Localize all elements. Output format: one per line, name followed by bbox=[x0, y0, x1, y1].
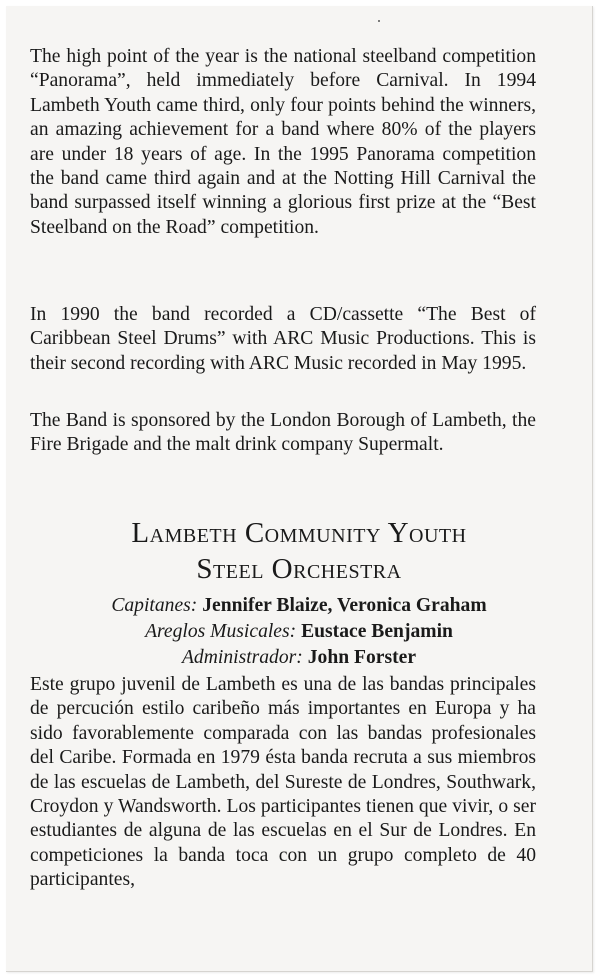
paragraph-recording bbox=[30, 303, 536, 376]
credit-role: Capitanes: bbox=[111, 595, 198, 616]
booklet-page bbox=[6, 6, 593, 972]
credit-role: Areglos Musicales: bbox=[145, 621, 297, 642]
paragraph-text: The high point of the year is the national steelband competition “Panorama”, held immediately before Carnival. In 1994 Lambeth Youth came third, only four points behind the winners, an amazing achievement for a band where 80% of the players are under 18 years of age. In the 1995 Panorama competition the band came third again and at the Notting Hill Carnival the band surpassed itself winning a glorious first prize at the “Best Steelband on the Road” competition. bbox=[30, 46, 536, 238]
print-speck bbox=[378, 20, 380, 22]
paragraph-text: Este grupo juvenil de Lambeth es una de las bandas principales de percución estilo caribeño más importantes en Europa y ha sido favorablemente comparada con las bandas profesionales del Caribe. Formada en 1979 ésta banda recruta a sus miembros de las escuelas de Lambeth, del Sureste de Londres, Southwark, Croydon y Wandsworth. Los participantes tienen que vivir, o ser estudiantes de alguna de las escuelas en el Sur de Londres. En competiciones la banda toca con un grupo completo de 40 participantes, bbox=[30, 674, 536, 891]
section-title-line-1: Lambeth Community Youth bbox=[131, 517, 467, 549]
credit-name: Jennifer Blaize, Veronica Graham bbox=[202, 595, 487, 616]
section-title-line-2: Steel Orchestra bbox=[196, 553, 402, 585]
credit-role: Administrador: bbox=[181, 647, 303, 668]
paragraph-text: In 1990 the band recorded a CD/cassette “The Best of Caribbean Steel Drums” with ARC Music Productions. This is their second recording with ARC Music recorded in May 1995. bbox=[30, 304, 536, 374]
credit-name: John Forster bbox=[307, 647, 417, 668]
credit-capitanes bbox=[6, 593, 592, 618]
credit-name: Eustace Benjamin bbox=[301, 621, 453, 642]
paragraph-spanish-intro bbox=[30, 673, 536, 893]
credit-arreglos bbox=[6, 619, 592, 644]
paragraph-sponsors bbox=[30, 409, 536, 458]
paragraph-panorama bbox=[30, 45, 536, 240]
paragraph-text: The Band is sponsored by the London Borough of Lambeth, the Fire Brigade and the malt drink company Supermalt. bbox=[30, 410, 536, 456]
credit-administrador bbox=[6, 645, 592, 670]
